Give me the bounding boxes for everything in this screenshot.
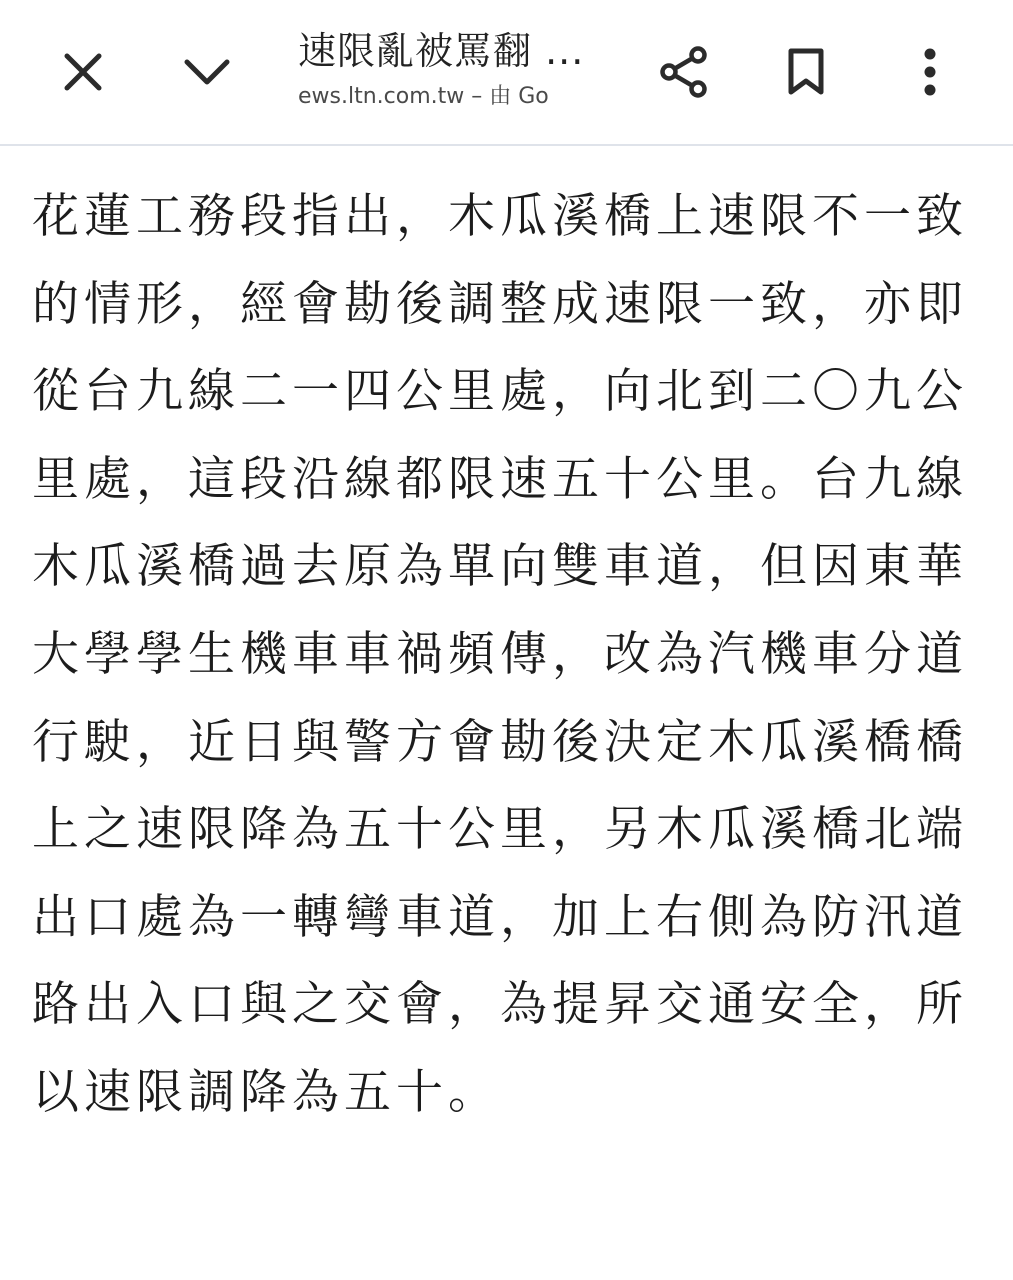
page-url: ews.ltn.com.tw – 由 Go xyxy=(298,84,549,109)
share-button[interactable] xyxy=(643,32,723,112)
custom-tab-toolbar xyxy=(0,0,1013,146)
bookmark-button[interactable] xyxy=(766,32,846,112)
share-icon xyxy=(658,46,708,98)
more-options-button[interactable] xyxy=(890,32,970,112)
close-icon xyxy=(63,52,103,92)
page-title: 速限亂被罵翻 ... xyxy=(298,29,585,73)
collapse-button[interactable] xyxy=(167,32,247,112)
chevron-down-icon xyxy=(183,57,231,87)
close-button[interactable] xyxy=(43,32,123,112)
page-title-area[interactable] xyxy=(298,26,598,112)
article-content xyxy=(32,173,982,1137)
bookmark-icon xyxy=(786,47,826,97)
more-vert-icon xyxy=(922,48,938,96)
article-paragraph: 花蓮工務段指出，木瓜溪橋上速限不一致的情形，經會勘後調整成速限一致，亦即從台九線二一四公里處，向北到二〇九公里處，這段沿線都限速五十公里。台九線木瓜溪橋過去原為單向雙車道，但因東華大學學生機車車禍頻傳，改為汽機車分道行駛，近日與警方會勘後決定木瓜溪橋橋上之速限降為五十公里，另木瓜溪橋北端出口處為一轉彎車道，加上右側為防汛道路出入口與之交會，為提昇交通安全，所以速限調降為五十。 xyxy=(32,189,968,1120)
